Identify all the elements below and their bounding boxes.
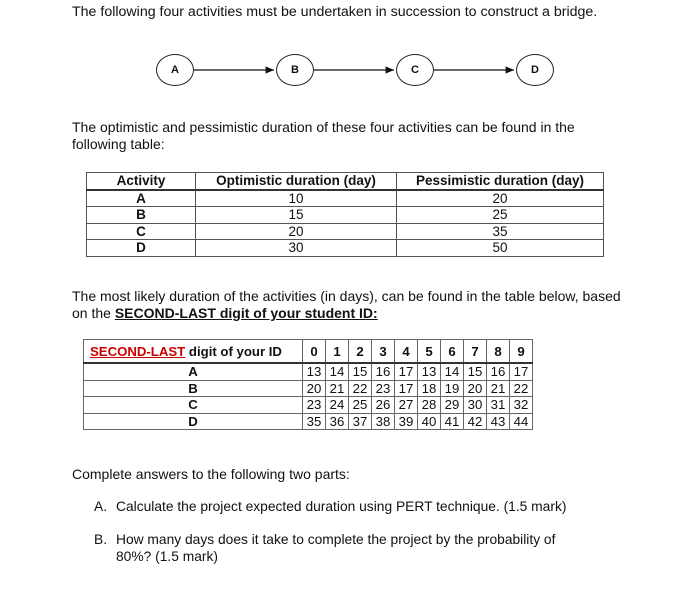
likely-cell: 26 — [372, 397, 395, 414]
table-row — [87, 223, 604, 240]
likely-cell: 13 — [418, 363, 441, 380]
digit-header: 2 — [349, 340, 372, 364]
paragraph-likely-intro — [72, 288, 632, 322]
digit-header: 1 — [326, 340, 349, 364]
likely-cell: 23 — [372, 380, 395, 397]
pessimistic-cell: 35 — [397, 223, 604, 240]
digit-header: 0 — [303, 340, 326, 364]
likely-cell: 29 — [441, 397, 464, 414]
question-b-line1: How many days does it take to complete the project by the probability of — [116, 532, 556, 547]
table-row — [84, 413, 533, 430]
activity-label: A — [84, 363, 303, 380]
digit-header: 5 — [418, 340, 441, 364]
likely-cell: 27 — [395, 397, 418, 414]
likely-cell: 20 — [303, 380, 326, 397]
paragraph-likely-emphasis: SECOND-LAST digit of your student ID: — [114, 305, 378, 321]
likely-cell: 42 — [464, 413, 487, 430]
table-row — [84, 363, 533, 380]
likely-cell: 22 — [349, 380, 372, 397]
likely-cell: 40 — [418, 413, 441, 430]
pessimistic-cell: 20 — [397, 190, 604, 207]
activity-label: D — [84, 413, 303, 430]
activity-network-diagram — [0, 0, 700, 120]
activity-cell: B — [87, 207, 196, 224]
pessimistic-cell: 50 — [397, 240, 604, 257]
likely-cell: 17 — [510, 363, 533, 380]
table-row — [84, 380, 533, 397]
likely-cell: 14 — [441, 363, 464, 380]
pessimistic-cell: 25 — [397, 207, 604, 224]
digit-header: 8 — [487, 340, 510, 364]
question-b-letter: B. — [94, 532, 108, 547]
likely-cell: 15 — [464, 363, 487, 380]
activity-label: C — [84, 397, 303, 414]
header-activity: Activity — [87, 173, 196, 190]
intro-text: The following four activities must be undertaken in succession to construct a bridge. — [72, 4, 598, 20]
activity-cell: D — [87, 240, 196, 257]
likely-cell: 20 — [464, 380, 487, 397]
likely-cell: 31 — [487, 397, 510, 414]
likely-cell: 16 — [487, 363, 510, 380]
digit-header: 9 — [510, 340, 533, 364]
activity-label: B — [84, 380, 303, 397]
likely-cell: 24 — [326, 397, 349, 414]
optimistic-cell: 30 — [196, 240, 397, 257]
optimistic-cell: 10 — [196, 190, 397, 207]
header-optimistic: Optimistic duration (day) — [196, 173, 397, 190]
node-d: D — [516, 54, 554, 86]
likely-cell: 14 — [326, 363, 349, 380]
likely-cell: 32 — [510, 397, 533, 414]
likely-cell: 44 — [510, 413, 533, 430]
header-pessimistic: Pessimistic duration (day) — [397, 173, 604, 190]
activity-cell: C — [87, 223, 196, 240]
question-b-line2: 80%? (1.5 mark) — [116, 549, 218, 564]
likely-cell: 39 — [395, 413, 418, 430]
likely-cell: 18 — [418, 380, 441, 397]
likely-cell: 16 — [372, 363, 395, 380]
likely-cell: 23 — [303, 397, 326, 414]
complete-instructions: Complete answers to the following two parts: — [72, 466, 350, 482]
likely-cell: 36 — [326, 413, 349, 430]
question-a-letter: A. — [94, 499, 108, 514]
table-row — [87, 190, 604, 207]
optimistic-cell: 15 — [196, 207, 397, 224]
question-b — [94, 531, 594, 565]
paragraph-likely-text: The most likely duration of the activities (in days), can be found in the table below, based on the — [72, 288, 621, 321]
duration-table — [86, 172, 604, 257]
duration-table-header — [87, 173, 604, 190]
table-row — [87, 207, 604, 224]
node-a: A — [156, 54, 194, 86]
likely-cell: 41 — [441, 413, 464, 430]
table-row — [84, 397, 533, 414]
likely-cell: 15 — [349, 363, 372, 380]
likely-cell: 17 — [395, 363, 418, 380]
likely-cell: 43 — [487, 413, 510, 430]
question-a-text: Calculate the project expected duration using PERT technique. (1.5 mark) — [116, 499, 567, 514]
likely-cell: 22 — [510, 380, 533, 397]
header-highlight: SECOND-LAST — [90, 343, 186, 359]
header-digit-label — [84, 340, 303, 364]
likely-cell: 25 — [349, 397, 372, 414]
likely-cell: 38 — [372, 413, 395, 430]
header-rest: digit of your ID — [185, 343, 282, 359]
most-likely-header — [84, 340, 533, 364]
likely-cell: 37 — [349, 413, 372, 430]
digit-header: 4 — [395, 340, 418, 364]
likely-cell: 30 — [464, 397, 487, 414]
likely-cell: 13 — [303, 363, 326, 380]
digit-header: 3 — [372, 340, 395, 364]
table-row — [87, 240, 604, 257]
digit-header: 6 — [441, 340, 464, 364]
likely-cell: 28 — [418, 397, 441, 414]
likely-cell: 19 — [441, 380, 464, 397]
node-b: B — [276, 54, 314, 86]
likely-cell: 17 — [395, 380, 418, 397]
likely-cell: 21 — [487, 380, 510, 397]
paragraph-duration-intro: The optimistic and pessimistic duration of these four activities can be found in the following table: — [72, 119, 575, 152]
likely-cell: 21 — [326, 380, 349, 397]
optimistic-cell: 20 — [196, 223, 397, 240]
node-c: C — [396, 54, 434, 86]
likely-cell: 35 — [303, 413, 326, 430]
digit-header: 7 — [464, 340, 487, 364]
activity-cell: A — [87, 190, 196, 207]
question-a — [94, 499, 566, 514]
most-likely-table — [83, 339, 533, 430]
